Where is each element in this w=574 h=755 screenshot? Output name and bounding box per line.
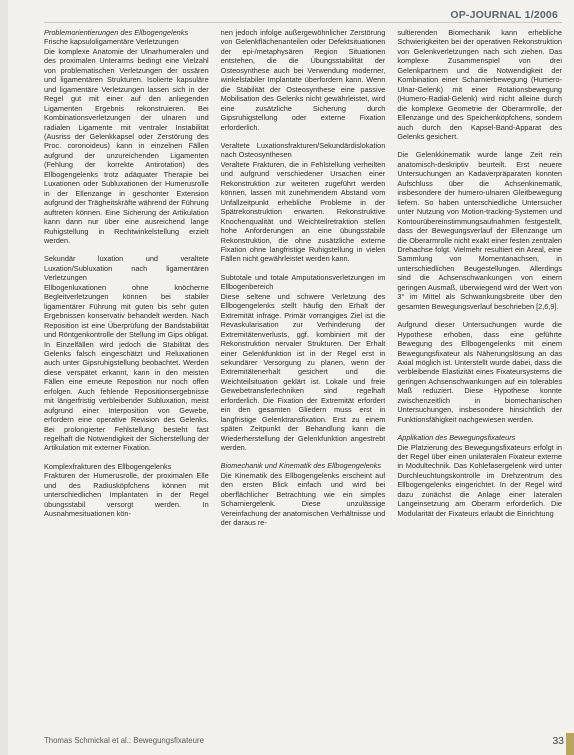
section-heading: Problemorientierungen des Ellbogengelenks [44, 28, 189, 37]
body-paragraph: Veraltete Frakturen, die in Fehlstellung verheilten und aufgrund verschiedener Ursachen einer Rekonstruktion zur weiteren zugeführt werden können, lassen mit zunehmendem Abstand vom Unfallzeitpunkt erhebliche Probleme in der Spätrekonstruktion erwarten. Rekonstruktive Knochenqualität und Weichteilretraktion stellen hohe Anforderungen an eine übungsstabile Rekonstruktion, die ohne zusätzliche externe Fixation ohne langfristige Ruhigstellung in vielen Fällen nicht gewährleistet werden kann. [220, 159, 386, 264]
column-3 [397, 28, 562, 728]
body-paragraph: sultierenden Biomechanik kann erhebliche Schwierigkeiten bei der operativen Rekonstruktion von Gelenkverletzungen nach sich ziehen. Das komplexe Zusammenspiel von drei Gelenkpartnern und die Notwendigkeit der Kombination einer Scharnierbewegung (Humero-Ulnar-Gelenk) mit einer Rotationsbewegung (Humero-Radial-Gelenk) wird nicht alleine durch die komplexe Geometrie der Oberarmrolle, der Ellenzange und des Speichenköpfchens, sondern auch durch den Kapsel-Band-Apparat des Gelenks gesichert. [397, 28, 563, 141]
section-heading: Subtotale und totale Amputationsverletzungen im Ellbogenbereich [220, 272, 386, 292]
page-edge-shadow [0, 0, 8, 755]
section-heading: Komplexfrakturen des Ellbogengelenks [44, 461, 172, 471]
body-paragraph: Diese seltene und schwere Verletzung des Ellbogengelenks stellt häufig den Erhalt der Extremität infrage. Primär vorrangiges Ziel ist die Revaskularisation zur Verhinderung der Extremitätenverlusts, ggf. kombiniert mit der Rekonstruktion nervaler Strukturen. Der Erhalt einer Gelenkfunktion ist in der Regel erst in sekundärer Versorgung zu planen, wenn der Extremitätenerhalt gesichert und die Weichteilsituation geklärt ist. Lokale und freie Gewebetransferlechniken sind regelhaft erforderlich. Die Fixation der Extremität erfordert ein den gesamten Gliedern muss erst in langfristige Gelenktransfixation. Erst zu einem späten Zeitpunkt der Behandlung kann die Wiederherstellung der Gelenkfunktion angestrebt werden. [220, 291, 386, 453]
body-paragraph: Frakturen der Humerusrolle, der proximalen Elle und des Radiusköpfchens können mit unterschiedlichen Implantaten in der Regel übungsstabil versorgt werden. In Ausnahmesituationen kön- [44, 471, 209, 519]
body-paragraph: Die Platzierung des Bewegungsfixateurs erfolgt in der Regel über einen unilateralen Fixateur externe in Modultechnik. Das Kohlefasergelenk wird unter Durchleuchtungskontrolle im Drehzentrum des Ellbogengelenks eingerichtet. In der Regel wird dazu zunächst die Anlage einer lateralen Langeinsetzung am Oberarm erforderlich. Die Modularität der Fixateurs erlaubt die Einrichtung [397, 442, 563, 518]
footer-author: Thomas Schmickal et al.: Bewegungsfixateure [44, 736, 204, 745]
page-corner-marker [566, 733, 574, 755]
body-paragraph: Ellbogenluxationen ohne knöcherne Begleitverletzungen können bei stabiler ligamentärer Führung mit guten bis sehr guten Ergebnissen konservativ behandelt werden. Nach Reposition ist eine Überprüfung der Bandstabilität und Röntgenkontrolle der Stellung im Gips obligat. In Einzelfällen wird jedoch die Stabilität des Gelenks falsch eingeschätzt und Reluxationen auch unter Gipsruhigstellung beobachtet. Werden diese verspätet erkannt, kann in den meisten Fällen eine erneute Reposition nur noch offen erfolgen. Auch fehlende Repositionsergebnisse mit längerfristig verbleibender Subluxation, meist aufgrund einer Interposition von Gewebe, erfordern eine operative Revision des Gelenks. Bei prolongierter Fehlstellung besteht fast regelhaft die Notwendigkeit der Sicherstellung der Artikulation mit externer Fixation. [44, 282, 209, 453]
journal-title: OP-JOURNAL 1/2006 [450, 9, 558, 21]
body-paragraph: nen jedoch infolge außergewöhnlicher Zerstörung von Gelenkflächenanteilen oder Defektsituationen der epi-/metaphysären Region Situationen entstehen, die die Übungsstabilität der Osteosynthese auch bei Verwendung moderner, winkelstabiler Implantate überfordern kann. Wenn die Stabilität der Osteosynthese eine passive Mobilisation des Gelenks nicht gewährleistet, wird eine zusätzliche Sicherung durch Gipsruhigstellung oder externe Fixation erforderlich. [220, 28, 386, 132]
header-divider [44, 22, 562, 23]
body-paragraph: Aufgrund dieser Untersuchungen wurde die Hypothese erhoben, dass eine geführte Bewegung des Ellbogengelenks mit einem Bewegungsfixateur als Näherungslösung an das Axial möglich ist. Unterstellt wurde dabei, dass die verbleibende Elastizität eines Fixateursystems die geringen Achsenschwankungen auf ein tolerables Maß reduziert. Diese Hypothese konnte zwischenzeitlich in biomechanischen Untersuchungen, insbesondere hinsichtlich der Funktionsfähigkeit nachgewiesen werden. [397, 320, 563, 424]
section-heading: Biomechanik und Kinematik des Ellbogengelenks [220, 461, 382, 471]
body-paragraph: Die komplexe Anatomie der Ulnarhumeralen und des proximalen Unterarms bedingt eine Vielzahl von problematischen Verletzungen der ossären und ligamentären Strukturen. Isolierte kapsuläre und ligamentäre Verletzungen lassen sich in der Regel gut mit einer auf den anliegenden Ligamenten Ergebnis rekonstruieren. Bei Kombinationsverletzungen der ulnaren und radialen Ligamente mit ventraler Instabilität (Ausriss der Gelenkkapsel oder Zerstörung des Proc. coronoideus) kann in einzelnen Fällen aufgrund der unzureichenden Ligamenten (Fehlung der korrekte Antirotation) des Ellbogengelenks trotz adäquater Therapie bei Luxationen oder Subluxationen der Humerusrolle in der Ellenzange in geschonter Extension aufgrund der Trägheitskräfte während der Führung auftreten können. Eine Sicherung der Artikulation kann dann nur über eine ausreichend lange Ruhigstellung in Rechtwinkelstellung erzielt werden. [44, 46, 209, 245]
section-heading: Frische kapsuloligamentäre Verletzungen [44, 37, 179, 47]
page-number: 33 [552, 735, 564, 747]
section-heading: Applikation des Bewegungsfixateurs [397, 433, 516, 443]
body-paragraph: Die Gelenkkinematik wurde lange Zeit rein anatomisch-deskriptiv beurteilt. Erst neuere Untersuchungen an Kadaverpräparaten konnten Aufschluss über die Achsenkinematik, insbesondere der humero-ulnaren Gleitbewegung liefern. So haben unterschiedliche Untersucher unter Nutzung von Motion-tracking-Systemen und Kontourübereinstimmungsaufnahmen festgestellt, dass der Bewegungsverlauf der Ellenzange um die Oberarmrolle nicht exakt einer festen zentralen Drehachse folgt. Vielmehr resultiert ein Areal, eine Sammlung von Momentanachsen, in unterschiedlichen Beugestellungen. Allerdings sind die Achsenschwankungen von einem geringen Ausmaß, überwiegend wird der Wert von 3° im Mittel als Schwankungsbreite über den gesamten Bewegungsverlauf beschrieben [2,6,9]. [397, 150, 563, 311]
section-heading: Veraltete Luxationsfrakturen/Sekundärdislokation nach Osteosynthesen [220, 140, 386, 160]
column-2 [221, 28, 386, 728]
section-heading: Sekundär luxation und veraltete Luxation/Subluxation nach ligamentären Verletzungen [44, 254, 209, 283]
column-1 [44, 28, 209, 728]
article-body [44, 28, 562, 728]
body-paragraph: Die Kinematik des Ellbogengelenks erscheint auf den ersten Blick einfach und wird bei oberflächlicher Betrachtung wie ein simples Scharniergelenk. Diese unzulässige Vereinfachung der anatomischen Verhältnisse und der daraus re- [220, 470, 386, 528]
